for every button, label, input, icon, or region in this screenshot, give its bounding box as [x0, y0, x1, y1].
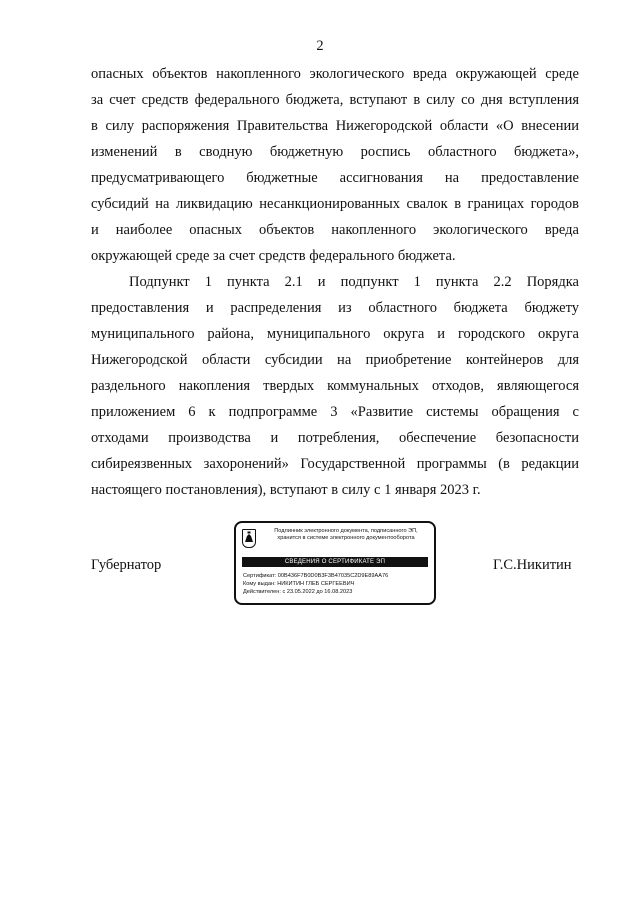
- paragraph-line: опасных объектов накопленного экологического вреда окружающей среде: [91, 66, 579, 82]
- paragraph-line: за счет средств федерального бюджета, вступают в силу со дня вступления: [91, 92, 579, 108]
- paragraph-line: Нижегородской области субсидии на приобретение контейнеров для: [91, 352, 579, 368]
- paragraph-line: раздельного накопления твердых коммунальных отходов, являющегося: [91, 378, 579, 394]
- stamp-validity: Действителен: с 23.05.2022 до 16.08.2023: [243, 589, 353, 595]
- signatory-position: Губернатор: [91, 557, 162, 573]
- paragraph-line: сибиреязвенных захоронений» Государственной программы (в редакции: [91, 456, 579, 472]
- paragraph-line: предоставления и распределения из областного бюджета бюджету: [91, 300, 579, 316]
- stamp-header: СВЕДЕНИЯ О СЕРТИФИКАТЕ ЭП: [242, 557, 428, 567]
- stamp-note-line: хранится в системе электронного документооборота: [277, 535, 415, 541]
- stamp-note: [261, 528, 431, 542]
- page-number: 2: [316, 38, 324, 54]
- paragraph-line: и наиболее опасных объектов накопленного экологического вреда: [91, 222, 579, 238]
- stamp-note-line: Подлинник электронного документа, подписанного ЭП,: [274, 528, 418, 534]
- paragraph-line: предусматривающего бюджетные ассигнования на предоставление: [91, 170, 579, 186]
- paragraph-line: приложением 6 к подпрограмме 3 «Развитие системы обращения с: [91, 404, 579, 420]
- stamp-issued-to: Кому выдан: НИКИТИН ГЛЕБ СЕРГЕЕВИЧ: [243, 581, 355, 587]
- paragraph-line: муниципального района, муниципального округа и городского округа: [91, 326, 579, 342]
- paragraph-line: настоящего постановления), вступают в силу с 1 января 2023 г.: [91, 482, 481, 498]
- paragraph-line: изменений в сводную бюджетную роспись областного бюджета»,: [91, 144, 579, 160]
- coat-of-arms-icon: [242, 529, 256, 548]
- paragraph-line: в силу распоряжения Правительства Нижегородской области «О внесении: [91, 118, 579, 134]
- paragraph-line: окружающей среде за счет средств федерального бюджета.: [91, 248, 456, 264]
- stamp-certificate: Сертификат: 00B436F7B0D0B3F3B47035C2D9E89AA76: [243, 573, 389, 579]
- paragraph-line: субсидий на ликвидацию несанкционированных свалок в границах городов: [91, 196, 579, 212]
- electronic-signature-stamp: [234, 521, 436, 605]
- signatory-name: Г.С.Никитин: [493, 557, 572, 573]
- paragraph-line: Подпункт 1 пункта 2.1 и подпункт 1 пункта 2.2 Порядка: [129, 274, 579, 290]
- paragraph-line: отходами производства и потребления, обеспечение безопасности: [91, 430, 579, 446]
